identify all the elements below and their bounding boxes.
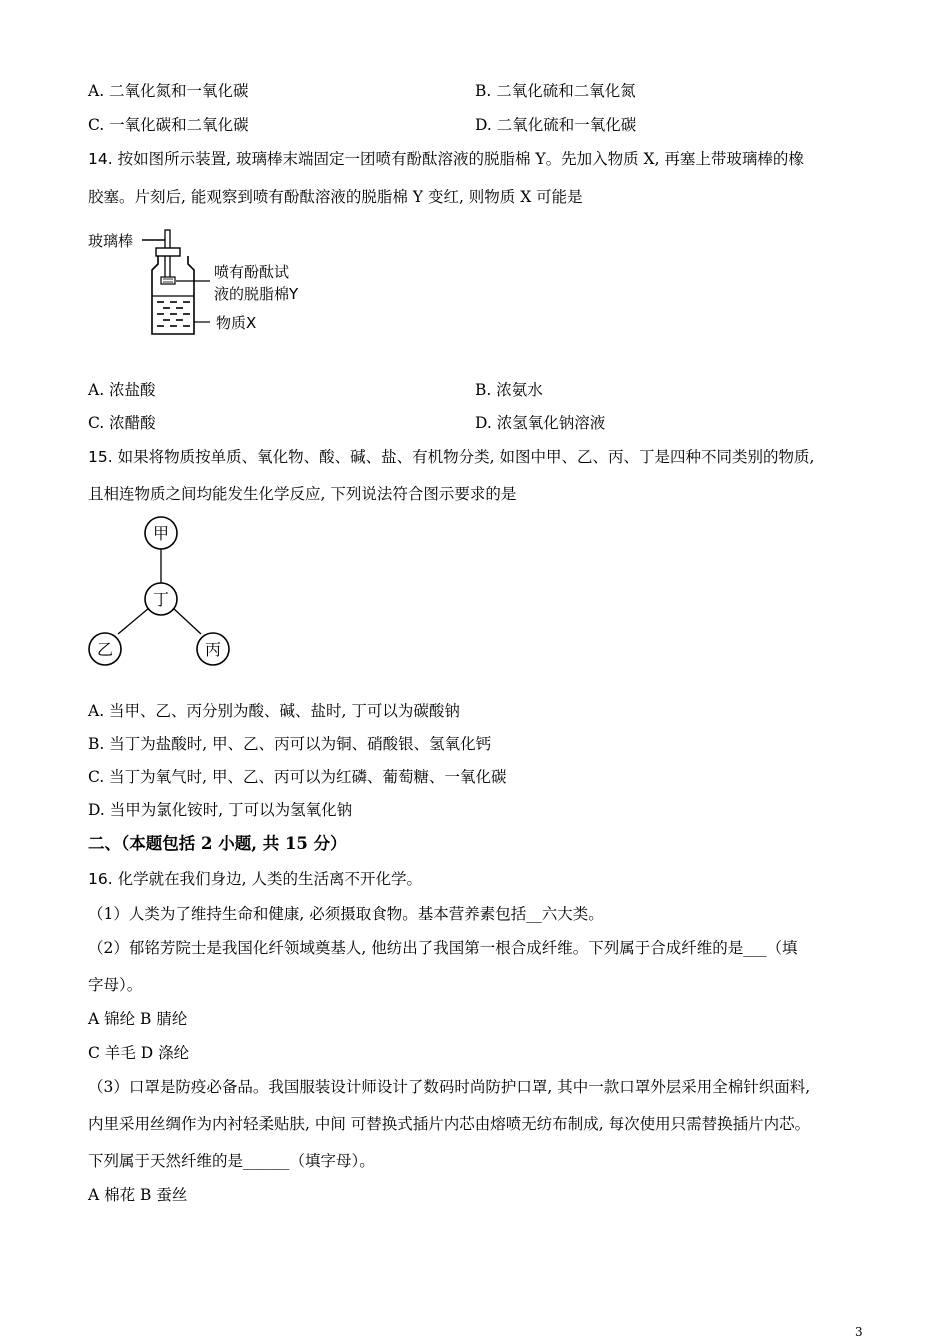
q16-intro-text: 化学就在我们身边, 人类的生活离不开化学。: [117, 870, 422, 888]
label-glass-rod: 玻璃棒: [88, 232, 134, 250]
node-yi: [89, 633, 121, 665]
q13-option-b: B. 二氧化硫和二氧化氮: [475, 82, 636, 100]
label-cotton-line1: 喷有酚酞试: [214, 263, 290, 281]
q14-option-a: A. 浓盐酸: [88, 381, 156, 399]
q14-stem-text1: 按如图所示装置, 玻璃棒末端固定一团喷有酚酞溶液的脱脂棉 Y。先加入物质 X, 再塞上带玻璃棒的橡: [117, 150, 804, 168]
q13-option-c: C. 一氧化碳和二氧化碳: [88, 116, 249, 134]
q15-relation-diagram: [86, 512, 236, 668]
q16-part1: （1）人类为了维持生命和健康, 必须摄取食物。基本营养素包括__六大类。: [88, 905, 604, 923]
q16-part3-line2: 内里采用丝绸作为内衬轻柔贴肤, 中间 可替换式插片内芯由熔喷无纺布制成, 每次使用只需替换插片内芯。: [88, 1115, 811, 1133]
page-number: 3: [855, 1325, 863, 1339]
q15-stem-line1: [88, 447, 814, 467]
cotton-y: [161, 277, 175, 284]
node-bing: [197, 633, 229, 665]
q14-stem-line2: 胶塞。片刻后, 能观察到喷有酚酞溶液的脱脂棉 Y 变红, 则物质 X 可能是: [88, 188, 583, 206]
q16-part3-options: A 棉花 B 蚕丝: [88, 1186, 188, 1204]
q15-option-a: A. 当甲、乙、丙分别为酸、碱、盐时, 丁可以为碳酸钠: [88, 702, 460, 720]
q16-part2-options-ab: A 锦纶 B 腈纶: [88, 1010, 188, 1028]
q15-stem-line2: 且相连物质之间均能发生化学反应, 下列说法符合图示要求的是: [88, 485, 517, 503]
q14-number: 14.: [88, 150, 113, 168]
rubber-stopper: [156, 248, 180, 256]
q14-option-c: C. 浓醋酸: [88, 414, 156, 432]
q16-part2-line1: （2）郁铭芳院士是我国化纤领域奠基人, 他纺出了我国第一根合成纤维。下列属于合成纤维的是___（填: [88, 939, 798, 957]
substance-x-liquid: [157, 302, 190, 326]
label-cotton-line2: 液的脱脂棉Y: [214, 285, 299, 303]
bottle: [152, 256, 194, 334]
q14-stem-line1: [88, 149, 804, 169]
svg-text:乙: 乙: [96, 640, 114, 659]
svg-text:甲: 甲: [152, 524, 170, 543]
q15-number: 15.: [88, 448, 113, 466]
q13-option-d: D. 二氧化硫和一氧化碳: [475, 116, 637, 134]
q16-part2-line2: 字母）。: [88, 976, 143, 994]
node-ding: [145, 583, 177, 615]
svg-text:丙: 丙: [204, 640, 222, 659]
q15-option-b: B. 当丁为盐酸时, 甲、乙、丙可以为铜、硝酸银、氢氧化钙: [88, 735, 492, 753]
q14-option-b: B. 浓氨水: [475, 381, 543, 399]
q16-part3-line3: 下列属于天然纤维的是______（填字母）。: [88, 1152, 375, 1170]
q15-option-d: D. 当甲为氯化铵时, 丁可以为氢氧化钠: [88, 801, 353, 819]
q16-intro: [88, 869, 422, 889]
q16-number: 16.: [88, 870, 113, 888]
q16-part2-options-cd: C 羊毛 D 涤纶: [88, 1044, 190, 1062]
q13-option-a: A. 二氧化氮和一氧化碳: [88, 82, 249, 100]
q14-option-d: D. 浓氢氧化钠溶液: [475, 414, 606, 432]
q15-option-c: C. 当丁为氧气时, 甲、乙、丙可以为红磷、葡萄糖、一氧化碳: [88, 768, 507, 786]
svg-text:丁: 丁: [152, 590, 170, 609]
section2-heading: 二、（本题包括 2 小题, 共 15 分）: [88, 834, 347, 853]
label-substance-x: 物质X: [216, 314, 257, 332]
q15-stem-text1: 如果将物质按单质、氧化物、酸、碱、盐、有机物分类, 如图中甲、乙、丙、丁是四种不同类别的物质,: [117, 448, 815, 466]
node-jia: [145, 517, 177, 549]
q14-apparatus-figure: [86, 226, 326, 344]
q16-part3-line1: （3）口罩是防疫必备品。我国服装设计师设计了数码时尚防护口罩, 其中一款口罩外层采用全棉针织面料,: [88, 1078, 811, 1096]
